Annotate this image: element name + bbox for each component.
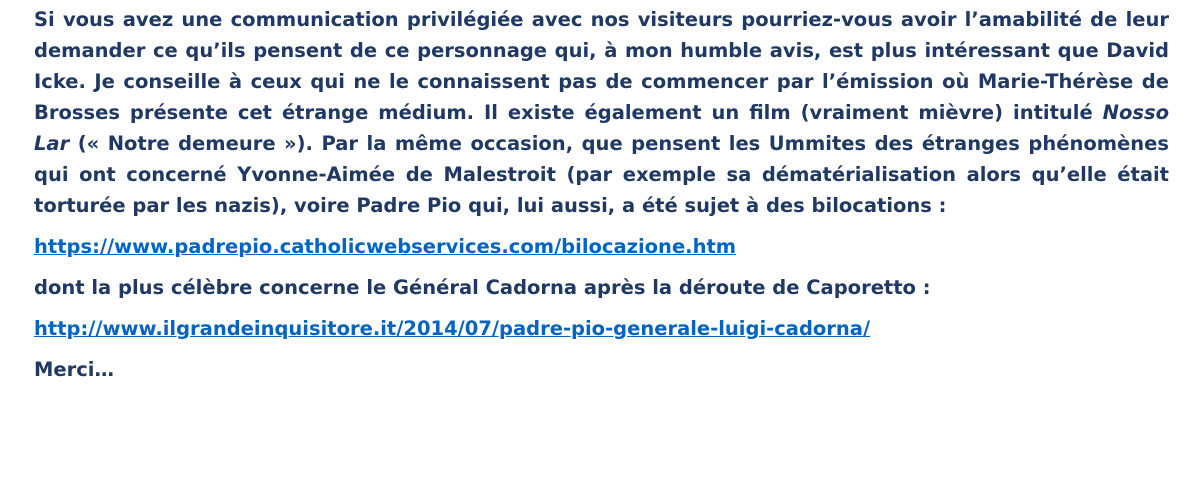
padre-pio-bilocation-link[interactable]: https://www.padrepio.catholicwebservices.com/bilocazione.htm	[34, 235, 737, 258]
cadorna-article-link[interactable]: http://www.ilgrandeinquisitore.it/2014/07/padre-pio-generale-luigi-cadorna/	[34, 317, 871, 340]
film-title: Nosso Lar	[34, 101, 1169, 155]
cadorna-paragraph: dont la plus célèbre concerne le Général Cadorna après la déroute de Caporetto :	[34, 276, 931, 299]
intro-paragraph	[34, 4, 1169, 221]
link-paragraph-1	[34, 231, 1169, 262]
closing-text: Merci…	[34, 358, 114, 381]
intro-text-part-1: Si vous avez une communication privilégiée avec nos visiteurs pourriez-vous avoir l’amabilité de leur demander ce qu’ils pensent de ce personnage qui, à mon humble avis, est plus intéressant que David Icke. Je conseille à ceux qui ne le connaissent pas de commencer par l’émission où Marie-Thérèse de Brosses présente cet étrange médium. Il existe également un film (vraiment mièvre) intitulé	[34, 8, 1169, 124]
document-body	[34, 4, 1169, 385]
link-paragraph-2	[34, 313, 1169, 344]
intro-text-part-2: (« Notre demeure »). Par la même occasion, que pensent les Ummites des étranges phénomènes qui ont concerné Yvonne-Aimée de Malestroit (par exemple sa dématérialisation alors qu’elle était torturée par les nazis), voire Padre Pio qui, lui aussi, a été sujet à des bilocations :	[34, 132, 1169, 217]
